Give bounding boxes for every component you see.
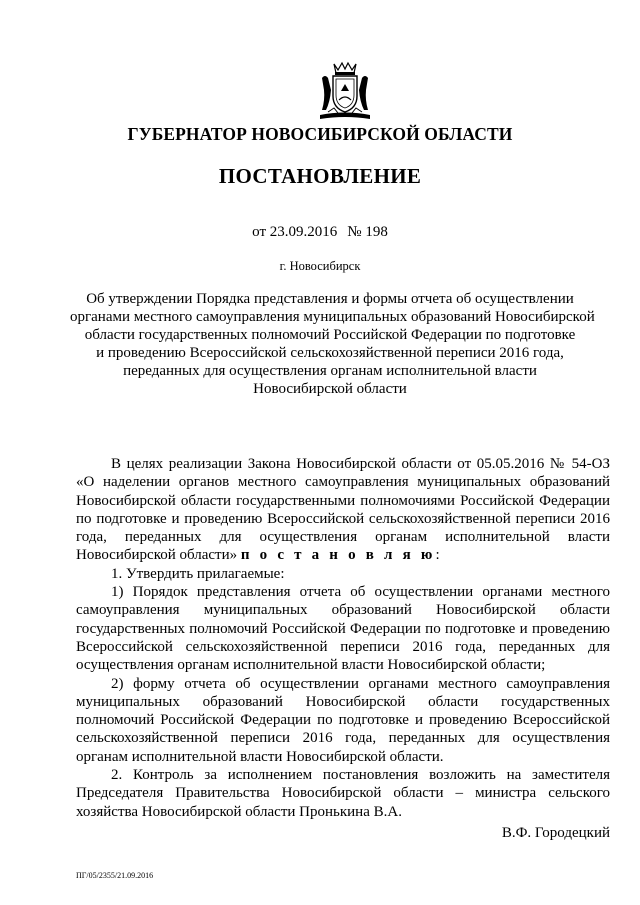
item-1-paragraph: 1. Утвердить прилагаемые:: [111, 565, 285, 582]
document-title: [70, 290, 595, 399]
document-date: от 23.09.2016: [252, 224, 338, 240]
city-line: г. Новосибирск: [279, 259, 361, 273]
decree-colon: :: [435, 547, 440, 564]
preamble-paragraph: [76, 455, 610, 565]
preamble-text: В целях реализации Закона Новосибирской области от 05.05.2016 № 54-ОЗ «О наделении органов местного самоуправления муниципальных образований Новосибирской области государственными полномочиями Российской Федерации по подготовке и проведению Всероссийской сельскохозяйственной переписи 2016 года, переданных для осуществления органам исполнительной власти Новосибирской области»: [76, 456, 610, 564]
title-line: области государственных полномочий Российской Федерации по подготовке: [84, 327, 576, 344]
title-line: органами местного самоуправления муниципальных образований Новосибирской: [70, 309, 595, 326]
signature-name: В.Ф. Городецкий: [501, 825, 610, 841]
footer-document-code: ПГ/05/2355/21.09.2016: [76, 871, 154, 880]
date-number-line: [0, 224, 640, 241]
title-line: Новосибирской области: [253, 381, 407, 398]
item-2-paragraph: 2. Контроль за исполнением постановления возложить на заместителя Председателя Правительства Новосибирской области – министра сельского хозяйства Новосибирской области Пронькина В.А.: [76, 767, 610, 820]
coat-of-arms-emblem: [316, 60, 374, 122]
document-type-heading: ПОСТАНОВЛЕНИЕ: [218, 164, 422, 188]
issuer-heading: ГУБЕРНАТОР НОВОСИБИРСКОЙ ОБЛАСТИ: [127, 124, 513, 144]
document-number: № 198: [347, 224, 388, 240]
item-1-1-paragraph: 1) Порядок представления отчета об осуществлении органами местного самоуправления муниципальных образований Новосибирской области государственных полномочий Российской Федерации по подготовке и проведению Всероссийской сельскохозяйственной переписи 2016 года, переданных для осуществления органам исполнительной власти Новосибирской области;: [76, 584, 610, 674]
coat-of-arms-icon: [316, 60, 374, 122]
title-line: и проведению Всероссийской сельскохозяйственной переписи 2016 года,: [96, 345, 564, 362]
item-1-2-paragraph: 2) форму отчета об осуществлении органами местного самоуправления муниципальных образований Новосибирской области государственных полномочий Российской Федерации по подготовке и проведению Всероссийской сельскохозяйственной переписи 2016 года, переданных для осуществления органам исполнительной власти Новосибирской области.: [76, 675, 610, 765]
document-body: [76, 455, 610, 821]
title-line: переданных для осуществления органам исполнительной власти: [123, 363, 537, 380]
decree-word: п о с т а н о в л я ю: [240, 547, 436, 564]
title-line: Об утверждении Порядка представления и формы отчета об осуществлении: [86, 291, 574, 307]
